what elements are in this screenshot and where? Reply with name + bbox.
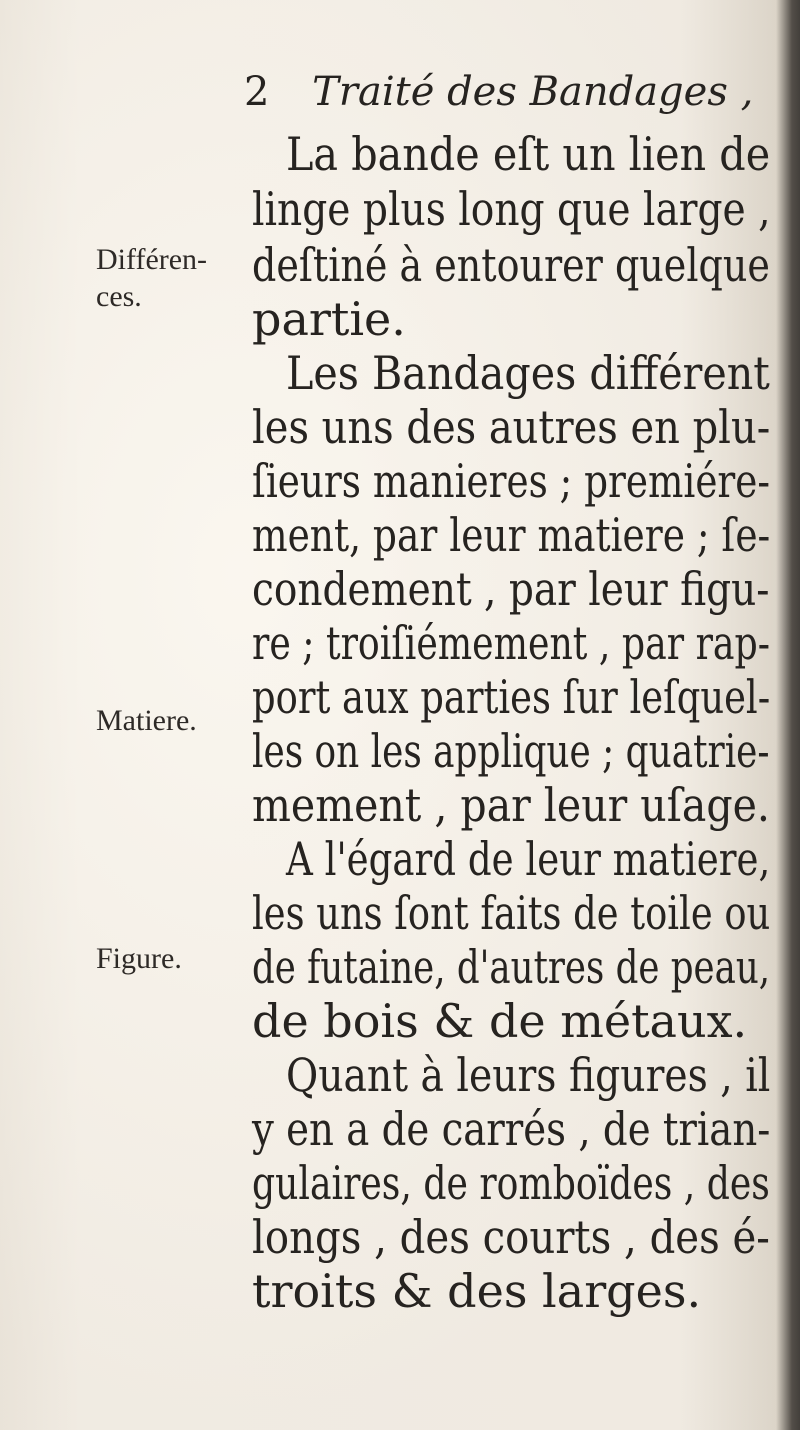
page-number: 2 bbox=[244, 69, 270, 115]
text-line: les uns ſont faits de toile ou bbox=[252, 886, 771, 940]
margin-note-figure: Figure. bbox=[96, 942, 182, 975]
margin-note-differences: Différen- bbox=[96, 243, 208, 276]
text-line: de futaine, d'autres de peau, bbox=[252, 940, 771, 994]
margin-note-matiere: Matiere. bbox=[96, 704, 197, 737]
text-line: ment, par leur matiere ; ſe- bbox=[252, 508, 771, 562]
text-line: ſieurs manieres ; premiére- bbox=[252, 454, 771, 508]
running-head bbox=[244, 69, 754, 115]
text-line: longs , des courts , des é- bbox=[252, 1210, 770, 1264]
text-line: les on les applique ; quatrie- bbox=[252, 724, 770, 778]
text-line: La bande eſt un lien de bbox=[286, 127, 771, 181]
text-line: y en a de carrés , de trian- bbox=[252, 1102, 771, 1156]
running-title: Traité des Bandages , bbox=[312, 69, 754, 115]
text-line: Quant à leurs figures , il bbox=[286, 1048, 771, 1102]
text-line: port aux parties ſur leſquel- bbox=[252, 670, 771, 724]
text-line: troits & des larges. bbox=[252, 1264, 702, 1318]
text-line: condement , par leur figu- bbox=[252, 562, 770, 616]
text-line: partie. bbox=[252, 292, 406, 346]
text-line: de bois & de métaux. bbox=[252, 994, 748, 1048]
text-line: Les Bandages différent bbox=[286, 346, 770, 400]
text-line: les uns des autres en plu- bbox=[252, 400, 771, 454]
text-line: deſtiné à entourer quelque bbox=[252, 238, 770, 292]
text-line: linge plus long que large , bbox=[252, 182, 771, 236]
text-line: mement , par leur uſage. bbox=[252, 778, 770, 832]
text-line: A l'égard de leur matiere, bbox=[286, 832, 771, 886]
text-line: re ; troiſiémement , par rap- bbox=[252, 616, 770, 670]
text-line: gulaires, de romboïdes , des bbox=[252, 1156, 770, 1210]
margin-note-differences-cont: ces. bbox=[96, 280, 142, 313]
